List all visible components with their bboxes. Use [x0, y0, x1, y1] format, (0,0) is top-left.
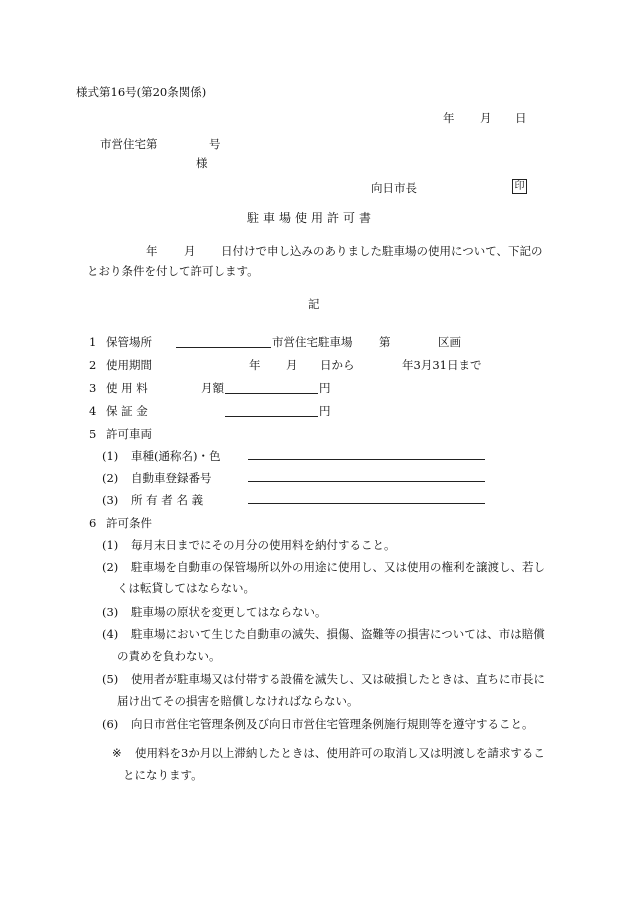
ki-label: 記	[308, 297, 320, 311]
date-day: 日	[515, 111, 527, 125]
location-parking: 市営住宅駐車場	[272, 335, 353, 349]
condition-number: (5)	[102, 672, 119, 686]
period-label: 使用期間	[106, 358, 152, 372]
note-mark: ※	[112, 746, 122, 760]
item-number: 3	[89, 381, 97, 395]
fee-yen: 円	[319, 381, 331, 395]
sub-item-number: (2)	[102, 471, 119, 485]
vehicle-type-blank-line	[248, 459, 485, 460]
issuer: 向日市長	[371, 181, 417, 195]
fee-label: 使 用 料	[106, 381, 148, 395]
period-from: 日から	[320, 358, 355, 372]
date-year: 年	[443, 111, 455, 125]
deposit-yen: 円	[319, 404, 331, 418]
condition-text-cont: くは転貸してはならない。	[117, 581, 255, 595]
sub-item-number: (1)	[102, 449, 119, 463]
conditions-label: 許可条件	[106, 516, 152, 530]
note-text: 使用料を3か月以上滞納したときは、使用許可の取消し又は明渡しを請求するこ	[135, 746, 545, 760]
owner-name-blank-line	[248, 503, 485, 504]
note-text-cont: とになります。	[123, 768, 203, 782]
condition-number: (3)	[102, 605, 119, 619]
deposit-blank-line	[225, 416, 318, 417]
fee-blank-line	[225, 393, 318, 394]
deposit-label: 保 証 金	[106, 404, 148, 418]
date-month: 月	[480, 111, 492, 125]
item-number: 1	[89, 335, 97, 349]
period-year: 年	[249, 358, 261, 372]
item-number: 2	[89, 358, 97, 372]
condition-text: 向日市営住宅管理条例及び向日市営住宅管理条例施行規則等を遵守すること。	[131, 717, 534, 731]
condition-number: (1)	[102, 538, 119, 552]
location-dai: 第	[379, 335, 391, 349]
fee-monthly: 月額	[201, 381, 224, 395]
period-until: 年3月31日まで	[402, 358, 482, 372]
vehicle-type-label: 車種(通称名)・色	[131, 449, 221, 463]
vehicle-label: 許可車両	[106, 427, 152, 441]
condition-text: 駐車場の原状を変更してはならない。	[131, 605, 327, 619]
registration-number-blank-line	[248, 481, 485, 482]
item-number: 5	[89, 427, 97, 441]
condition-text: 駐車場において生じた自動車の滅失、損傷、盗難等の損害については、市は賠償	[131, 627, 545, 641]
condition-number: (6)	[102, 717, 119, 731]
condition-text-cont: 届け出てその損害を賠償しなければならない。	[117, 694, 359, 708]
item-number: 4	[89, 404, 97, 418]
condition-number: (4)	[102, 627, 119, 641]
document-title: 駐車場使用許可書	[247, 211, 376, 225]
condition-text: 駐車場を自動車の保管場所以外の用途に使用し、又は使用の権利を譲渡し、若し	[131, 560, 545, 574]
location-section: 区画	[438, 335, 461, 349]
intro-month: 月	[184, 244, 196, 258]
item-number: 6	[89, 516, 97, 530]
form-number: 様式第16号(第20条関係)	[76, 85, 207, 99]
period-month: 月	[286, 358, 298, 372]
condition-number: (2)	[102, 560, 119, 574]
owner-name-label: 所 有 者 名 義	[131, 493, 204, 507]
location-label: 保管場所	[106, 335, 152, 349]
registration-number-label: 自動車登録番号	[131, 471, 212, 485]
intro-year: 年	[146, 244, 158, 258]
condition-text: 毎月末日までにその月分の使用料を納付すること。	[131, 538, 396, 552]
condition-text-cont: の責めを負わない。	[117, 649, 221, 663]
addressee-prefix: 市営住宅第	[100, 137, 158, 151]
location-blank-line	[176, 347, 271, 348]
addressee-honorific: 様	[196, 156, 208, 170]
seal-mark: 印	[512, 179, 527, 194]
condition-text: 使用者が駐車場又は付帯する設備を滅失し、又は破損したときは、直ちに市長に	[131, 672, 545, 686]
addressee-number-suffix: 号	[209, 137, 221, 151]
intro-text-line2: とおり条件を付して許可します。	[87, 264, 259, 278]
intro-text: 日付けで申し込みのありました駐車場の使用について、下記の	[221, 244, 543, 258]
sub-item-number: (3)	[102, 493, 119, 507]
